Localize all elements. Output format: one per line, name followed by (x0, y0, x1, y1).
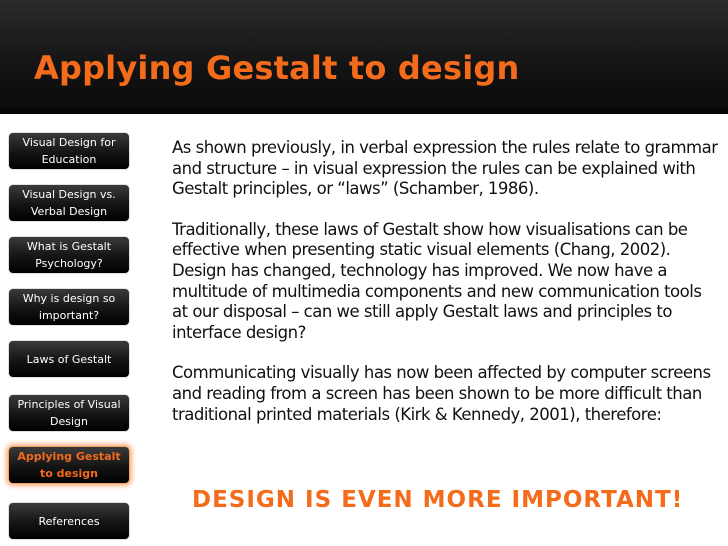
nav-button-label: Visual Design for Education (22, 136, 116, 166)
nav-button-label: Laws of Gestalt (26, 352, 112, 366)
nav-button-what-is-gestalt[interactable] (8, 236, 130, 274)
nav-button-laws-of-gestalt[interactable] (8, 340, 130, 378)
title-bar (0, 0, 728, 108)
slide-title: Applying Gestalt to design (34, 49, 520, 87)
slide-body (172, 138, 718, 445)
emphasis-heading: DESIGN IS EVEN MORE IMPORTANT! (192, 487, 684, 513)
nav-button-visual-design-for-education[interactable] (8, 132, 130, 170)
paragraph-communicating: Communicating visually has now been affected by computer screens and reading from a screen has been shown to be more difficult than traditional printed materials (Kirk & Kennedy, 2001), therefore: (172, 363, 711, 424)
content-area (0, 114, 728, 546)
nav-button-applying-gestalt-active[interactable] (8, 446, 130, 484)
nav-button-principles-visual-design[interactable] (8, 394, 130, 432)
nav-button-label: Principles of Visual Design (17, 398, 121, 428)
nav-button-label: Visual Design vs. Verbal Design (22, 188, 116, 218)
nav-button-label: What is Gestalt Psychology? (26, 240, 112, 270)
nav-button-references[interactable] (8, 502, 130, 540)
nav-button-why-design-important[interactable] (8, 288, 130, 326)
paragraph-traditionally: Traditionally, these laws of Gestalt show how visualisations can be effective when presenting static visual elements (Chang, 2002). Design has changed, technology has improved. We now have a multitude of multimedia components and new communication tools at our disposal – can we still apply Gestalt laws and principles to interface design? (172, 219, 702, 342)
nav-button-label: References (38, 514, 100, 528)
nav-button-visual-vs-verbal-design[interactable] (8, 184, 130, 222)
paragraph-intro: As shown previously, in verbal expression the rules relate to grammar and structure – in visual expression the rules can be explained with Gestalt principles, or “laws” (Schamber, 1986). (172, 138, 718, 199)
nav-button-label: Why is design so important? (22, 292, 116, 322)
nav-button-label: Applying Gestalt to design (17, 450, 121, 480)
